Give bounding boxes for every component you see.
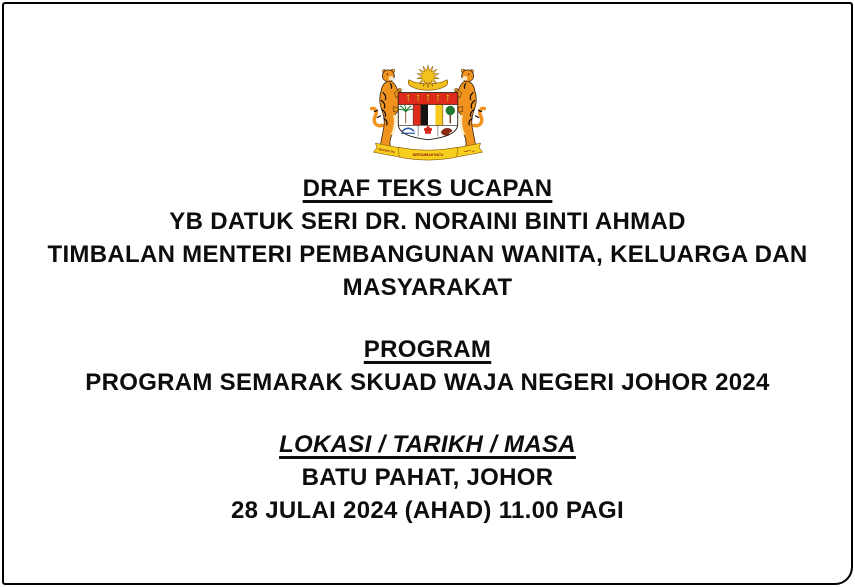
event-heading: LOKASI / TARIKH / MASA <box>279 431 576 458</box>
tiger-right-icon <box>454 69 484 148</box>
event-datetime: 28 JULAI 2024 (AHAD) 11.00 PAGI <box>230 497 624 524</box>
program-heading: PROGRAM <box>363 336 492 363</box>
motto-text-center: BERTAMBAH MUTU <box>412 153 443 158</box>
motto-banner-icon <box>373 143 482 160</box>
motto-text-left: BERSEKUTU <box>377 148 395 155</box>
speaker-title <box>4 238 851 304</box>
document-title: DRAF TEKS UCAPAN <box>302 175 553 202</box>
tiger-left-icon <box>371 69 401 148</box>
speaker-title-line1: TIMBALAN MENTERI PEMBANGUNAN WANITA, KELUARGA DAN <box>47 241 808 268</box>
speaker-name: YB DATUK SERI DR. NORAINI BINTI AHMAD <box>169 208 686 235</box>
royal-shield-icon <box>398 93 457 140</box>
event-location: BATU PAHAT, JOHOR <box>301 464 554 491</box>
malaysia-coat-of-arms <box>367 51 489 165</box>
document-page <box>2 2 853 585</box>
speaker-title-line2: MASYARAKAT <box>342 274 513 301</box>
program-name: PROGRAM SEMARAK SKUAD WAJA NEGERI JOHOR 2024 <box>85 369 770 396</box>
